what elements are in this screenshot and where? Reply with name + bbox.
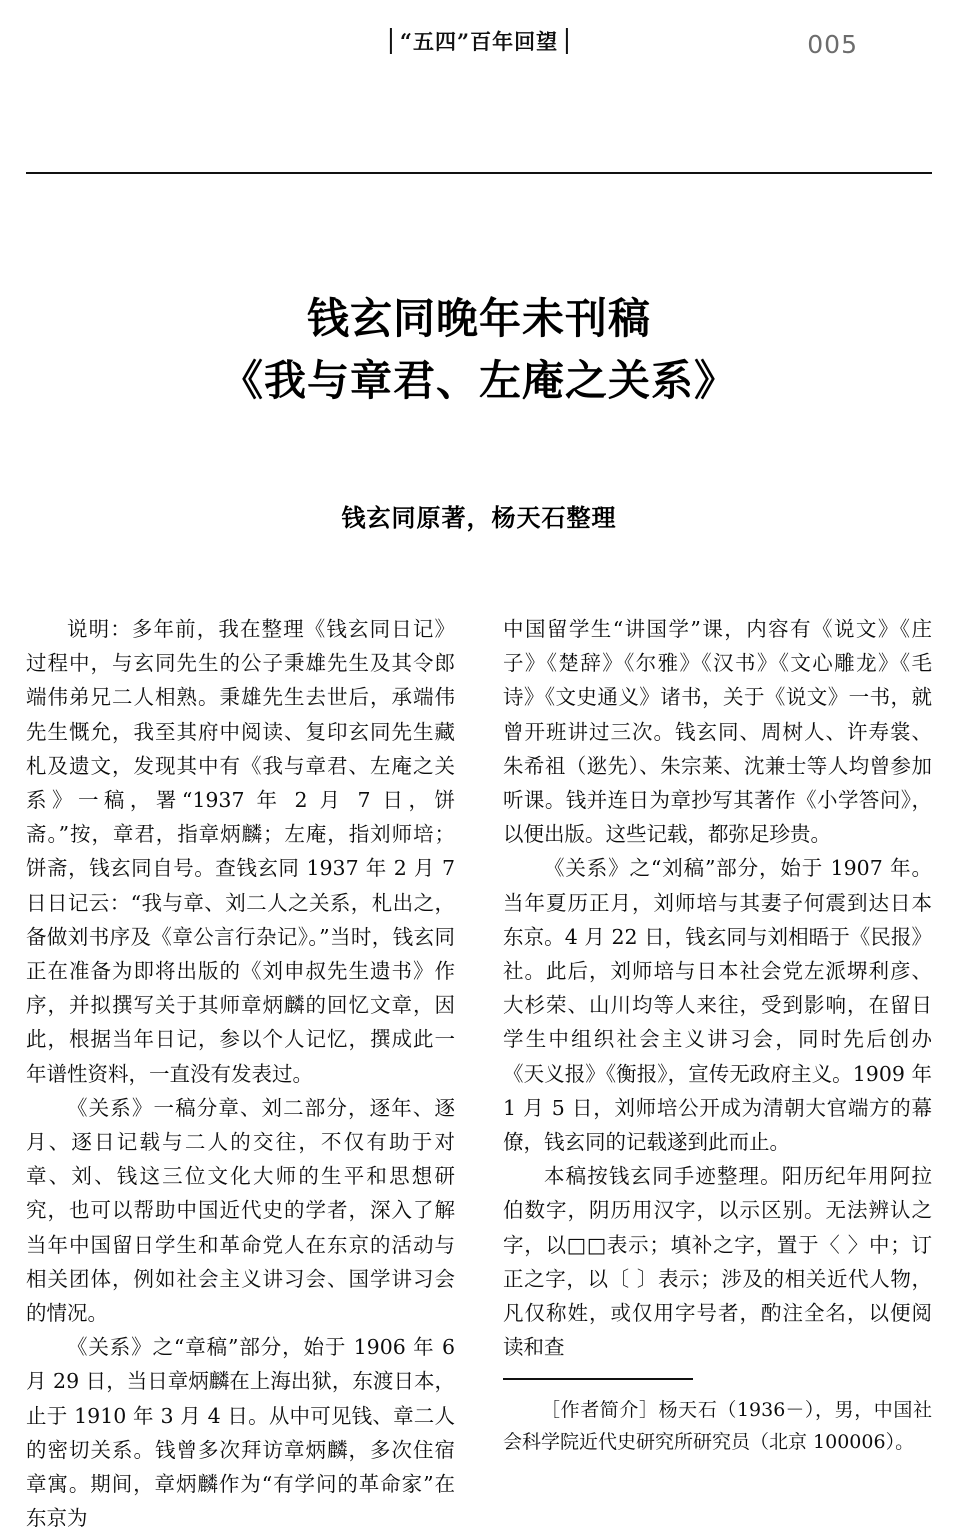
paragraph: 说明：多年前，我在整理《钱玄同日记》过程中，与玄同先生的公子秉雄先生及其令郎端伟弟兄二人相熟。秉雄先生去世后，承端伟先生慨允，我至其府中阅读、复印玄同先生藏札及遗文，发现其中有《我与章君、左庵之关系》一稿，署“1937 年 2 月 7 日，饼斋。”按，章君，指章炳麟；左庵，指刘师培；饼斋，钱玄同自号。查钱玄同 1937 年 2 月 7 日日记云：“我与章、刘二人之关系，札出之，备做刘书序及《章公言行杂记》。”当时，钱玄同正在准备为即将出版的《刘申叔先生遗书》作序，并拟撰写关于其师章炳麟的回忆文章，因此，根据当年日记，参以个人记忆，撰成此一年谱性资料，一直没有发表过。 bbox=[26, 617, 455, 1086]
title-line-2: 《我与章君、左庵之关系》 bbox=[220, 356, 737, 406]
author-bio-footnote bbox=[503, 1378, 932, 1458]
paragraph: 《关系》之“刘稿”部分，始于 1907 年。当年夏历正月，刘师培与其妻子何震到达日本东京。4 月 22 日，钱玄同与刘相晤于《民报》社。此后，刘师培与日本社会党左派堺利彦、大杉荣、山川均等人来往，受到影响，在留日学生中组织社会主义讲习会，同时先后创办《天义报》《衡报》，宣传无政府主义。1909 年 1 月 5 日，刘师培公开成为清朝大官端方的幕僚，钱玄同的记载遂到此而止。 bbox=[503, 856, 932, 1155]
article-title bbox=[0, 288, 958, 412]
paragraph: 《关系》之“章稿”部分，始于 1906 年 6 月 29 日，当日章炳麟在上海出狱，东渡日本，止于 1910 年 3 月 4 日。从中可见钱、章二人的密切关系。钱曾多次拜访章炳麟，多次住宿章寓。期间，章炳麟作为“有学问的革命家”在东京为 bbox=[26, 1335, 455, 1531]
footnote-content: ［作者简介］杨天石（1936－），男，中国社会科学院近代史研究所研究员（北京 100006）。 bbox=[503, 1398, 932, 1453]
header-divider bbox=[26, 172, 932, 174]
article-body bbox=[26, 612, 932, 1531]
running-head bbox=[0, 26, 958, 66]
column-right bbox=[503, 612, 932, 1452]
running-head-right-rule bbox=[566, 28, 568, 54]
running-head-left-rule bbox=[390, 28, 392, 54]
title-line-1: 钱玄同晚年未刊稿 bbox=[306, 294, 651, 343]
page-number: 005 bbox=[807, 30, 858, 59]
running-head-label: “五四”百年回望 bbox=[399, 29, 559, 54]
paragraph: 《关系》一稿分章、刘二部分，逐年、逐月、逐日记载与二人的交往，不仅有助于对章、刘、钱这三位文化大师的生平和思想研究，也可以帮助中国近代史的学者，深入了解当年中国留日学生和革命党人在东京的活动与相关团体，例如社会主义讲习会、国学讲习会的情况。 bbox=[26, 1095, 455, 1326]
footnote-divider bbox=[503, 1378, 693, 1380]
paragraph: 本稿按钱玄同手迹整理。阳历纪年用阿拉伯数字，阴历用汉字，以示区别。无法辨认之字，以□□表示；填补之字，置于〈 〉中；订正之字，以〔 〕表示；涉及的相关近代人物，凡仅称姓，或仅用字号者，酌注全名，以便阅读和查 bbox=[503, 1164, 932, 1360]
article-byline: 钱玄同原著，杨天石整理 bbox=[341, 503, 617, 532]
column-left bbox=[26, 612, 455, 1531]
running-head-center bbox=[390, 26, 568, 56]
paragraph: 中国留学生“讲国学”课，内容有《说文》《庄子》《楚辞》《尔雅》《汉书》《文心雕龙》《毛诗》《文史通义》诸书，关于《说文》一书，就曾开班讲过三次。钱玄同、周树人、许寿裳、朱希祖（逖先）、朱宗莱、沈兼士等人均曾参加听课。钱并连日为章抄写其著作《小学答问》，以便出版。这些记载，都弥足珍贵。 bbox=[503, 617, 932, 847]
